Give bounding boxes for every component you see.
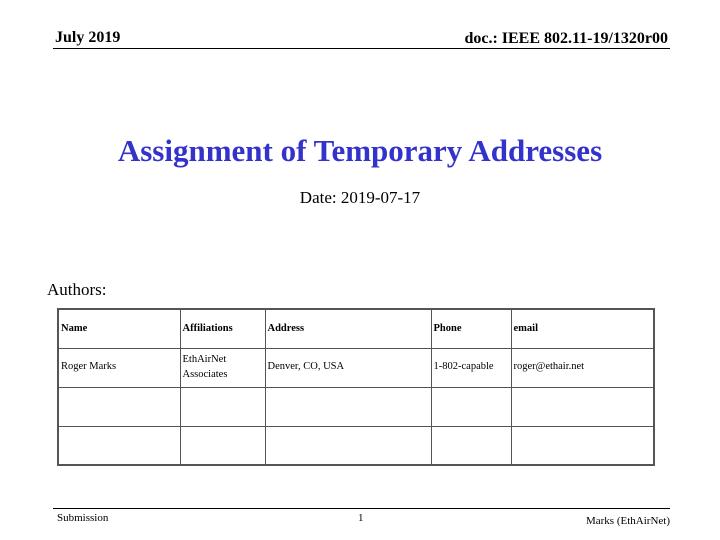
- cell-name: [58, 426, 180, 465]
- header-doc-id: doc.: IEEE 802.11-19/1320r00: [464, 30, 668, 47]
- cell-name: [58, 387, 180, 426]
- cell-email: roger@ethair.net: [511, 348, 654, 387]
- cell-phone: [431, 387, 511, 426]
- cell-affiliations: EthAirNet Associates: [180, 348, 265, 387]
- authors-table: [57, 308, 655, 466]
- table-row: [58, 348, 654, 387]
- cell-address: [265, 387, 431, 426]
- footer-author: Marks (EthAirNet): [585, 515, 670, 527]
- column-header-phone: Phone: [431, 309, 511, 348]
- cell-phone: 1-802-capable: [431, 348, 511, 387]
- slide-title: Assignment of Temporary Addresses: [117, 133, 603, 168]
- cell-affiliations: [180, 426, 265, 465]
- column-header-address: Address: [265, 309, 431, 348]
- column-header-name: Name: [58, 309, 180, 348]
- footer-submission: Submission: [57, 512, 109, 524]
- cell-address: [265, 426, 431, 465]
- table-row: [58, 387, 654, 426]
- header-divider: [53, 48, 670, 49]
- cell-phone: [431, 426, 511, 465]
- header-date: July 2019: [55, 29, 121, 46]
- cell-affiliations: [180, 387, 265, 426]
- cell-address: Denver, CO, USA: [265, 348, 431, 387]
- authors-label: Authors:: [47, 280, 107, 299]
- page-number: 1: [358, 512, 364, 524]
- footer-divider: [53, 508, 670, 509]
- column-header-affiliations: Affiliations: [180, 309, 265, 348]
- cell-email: [511, 426, 654, 465]
- cell-name: Roger Marks: [58, 348, 180, 387]
- date-line: Date: 2019-07-17: [299, 188, 421, 207]
- column-header-email: email: [511, 309, 654, 348]
- table-header-row: [58, 309, 654, 348]
- cell-email: [511, 387, 654, 426]
- table-row: [58, 426, 654, 465]
